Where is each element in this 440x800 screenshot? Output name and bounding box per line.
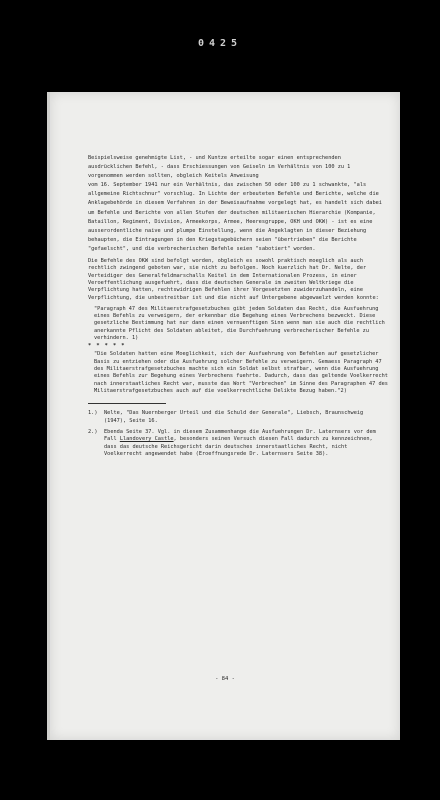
footnote-number: 1.) [88,410,98,417]
paragraph-3: Die Befehle des OKW sind befolgt worden, obgleich es sowohl praktisch moeglich als auch rechtlich zwingend geboten war, sie nicht zu befolgen. Noch kuerzlich hat Dr. Nelte, der Verteidiger des Generalfeldmarschalls Keitel in dem Internationalen Prozess, in einer Veroeffentlichung ausgefuehrt, dass die deutschen Generale im zweiten Weltkriege die Verpflichtung hatten, rechtswidrigen Befehlen ihrer Vorgesetzten zuwiderzuhandeln, eine Verpflichtung, die unbestreitbar ist und die nicht auf Untergebene abgewaelzt werden konnte: [88,258,379,301]
case-name-underlined: Llandovery Castle [119,436,174,443]
ellipsis-stars: * * * * * [88,343,126,350]
page-number: - 84 - [215,676,235,682]
paragraph-1: Beispielsweise genehmigte List, - und Kuntze erteilte sogar einen entsprechenden ausdrücklichen Befehl, - dass Erschiessungen von Geiseln im Verhältnis von 100 zu 1 vorgenommen werden sollten, obgleich Keitels Anweisung [88,155,351,180]
footnote-text-part: Ebenda Seite 37. Vgl. in diesem Zusammenhange die Ausfuehrungen Dr. Laternsers vor dem Fall [104,428,376,443]
footnote-divider [88,403,166,404]
page-body [88,154,388,463]
quote-1 [88,306,388,342]
document-page [47,92,400,740]
footnote-1 [88,410,388,425]
footnote-text-part: , besonders seinen Versuch diesen Fall dadurch zu kennzeichnen, dass das deutsche Reichsgericht darin deutsches innerstaatliches Recht, nicht Voelkerrecht angewendet habe (Eroeffnungsrede Dr. Laternsers Seite 38). [104,436,373,458]
footnote-number: 2.) [88,428,98,435]
footnote-ref-1: 1) [131,335,139,341]
footnote-text [104,429,388,459]
quote-1-text: "Paragraph 47 des Militaerstrafgesetzbuches gibt jedem Soldaten das Recht, die Ausfuehrung eines Befehls zu verweigern, der erkennbar die Begehung eines Verbrechens bezweckt. Diese gesetzliche Bestimmung hat nur dann einen vernuenftigen Sinn wenn man sie auch die rechtlich anerkannte Pflicht des Soldaten ableitet, die Durchfuehrung verbrecherischer Befehle zu verhindern. [94,305,385,341]
paragraph-2: vom 16. September 1941 nur ein Verhältnis, das zwischen 50 oder 100 zu 1 schwankte, "als allgemeine Richtschnur" vorschlug. In Lichte der erbeuteten Befehle und Berichte, welche die Anklagebehörde in diesem Verfahren in der Beweisaufnahme vorgelegt hat, es handelt sich dabei um Befehle und Berichte von allen Stufen der deutschen militaerischen Hierarchie (Kompanie, Bataillon, Regiment, Division, Armeekorps, Armee, Heeresgruppe, OKH und OKW) - ist es eine ausserordentliche naive und plumpe Einstellung, wenn die Angeklagten in dieser Beziehung behaupten, die Eintragungen in den Kriegstagebüchern seien "übertrieben" die Berichte "gefaelscht", und die verbrecherischen Befehle seien "sabotiert" worden. [88,182,382,252]
footnote-2 [88,429,388,459]
quote-2: "Die Soldaten hatten eine Moeglichkeit, sich der Ausfuehrung von Befehlen auf gesetzlicher Basis zu entziehen oder die Ausfuehrung solcher Befehle zu verweigern. Gemaess Paragraph 47 des Militaerstrafgesetzbuches machte sich ein Soldat selbst strafbar, wenn die Ausfuehrung eines Befehls zur Begehung eines Verbrechens fuehrte. Dadurch, dass das geltende Voelkerrecht nach innerstaatliches Recht war, musste das Wort "Verbrechen" im Sinne des Paragraphen 47 des Militaerstrafgesetzbuches auch auf die voelkerrechtliche Delikte Bezug haben."2) [94,351,388,394]
frame-number: 0425 [197,38,243,49]
footnote-text: Nelte, "Das Nuernberger Urteil und die Schuld der Generale", Liebsch, Braunschweig (1947), Seite 16. [104,410,364,424]
